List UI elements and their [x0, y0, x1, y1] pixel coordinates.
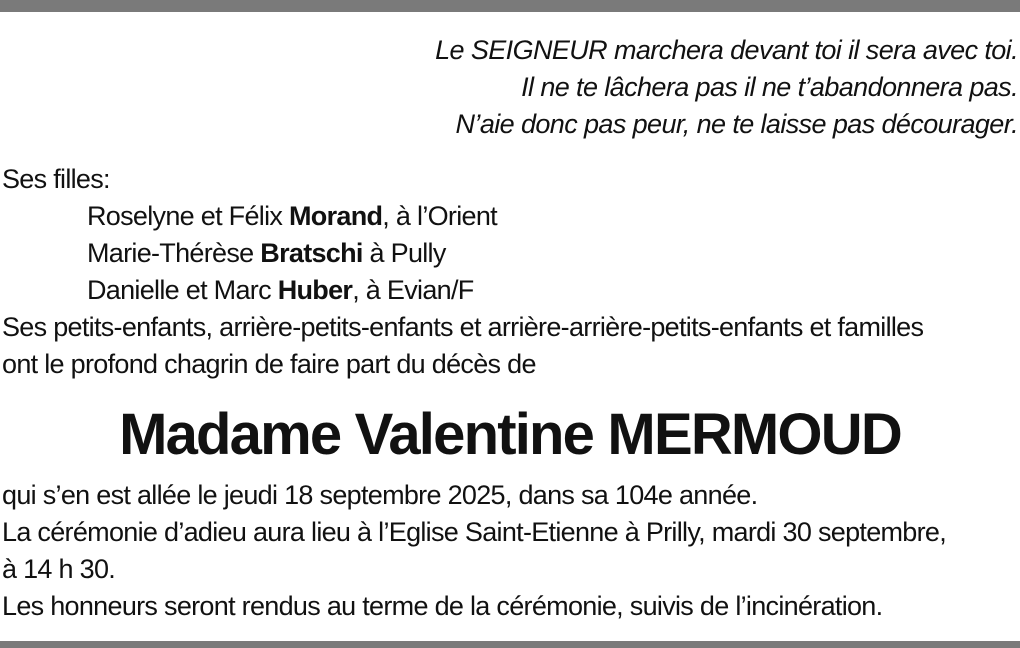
death-line: qui s’en est allée le jeudi 18 septembre 2025, dans sa 104e année. — [2, 480, 758, 510]
daughter-entry — [2, 235, 923, 272]
ceremony-details — [2, 477, 946, 625]
daughter-surname: Morand — [289, 201, 383, 231]
daughter-entry — [2, 198, 923, 235]
daughter-place: , à Evian/F — [352, 275, 474, 305]
family-line: Ses petits-enfants, arrière-petits-enfants et arrière-arrière-petits-enfants et familles — [2, 312, 924, 342]
deceased-name: Madame Valentine MERMOUD — [119, 402, 901, 467]
daughter-entry — [2, 272, 923, 309]
daughter-place: , à l’Orient — [382, 201, 497, 231]
daughters-heading: Ses filles: — [2, 164, 110, 194]
daughter-names: Danielle et Marc — [87, 275, 278, 305]
verse-line: Le SEIGNEUR marchera devant toi il sera avec toi. — [435, 35, 1018, 65]
daughter-surname: Bratschi — [260, 238, 363, 268]
bible-verse — [435, 32, 1018, 143]
honours-line: Les honneurs seront rendus au terme de la cérémonie, suivis de l’incinération. — [2, 591, 883, 621]
family-line: ont le profond chagrin de faire part du décès de — [2, 349, 536, 379]
ceremony-line: La cérémonie d’adieu aura lieu à l’Eglise Saint-Etienne à Prilly, mardi 30 septembre, — [2, 517, 947, 547]
daughter-place: à Pully — [362, 238, 446, 268]
daughter-names: Roselyne et Félix — [87, 201, 289, 231]
family-announcement — [2, 161, 923, 383]
bottom-border-rule — [0, 641, 1020, 648]
top-border-rule — [0, 0, 1020, 12]
ceremony-time: à 14 h 30. — [2, 554, 116, 584]
daughter-names: Marie-Thérèse — [87, 238, 261, 268]
daughter-surname: Huber — [277, 275, 353, 305]
verse-line: Il ne te lâchera pas il ne t’abandonnera pas. — [521, 72, 1018, 102]
verse-line: N’aie donc pas peur, ne te laisse pas décourager. — [455, 109, 1018, 139]
